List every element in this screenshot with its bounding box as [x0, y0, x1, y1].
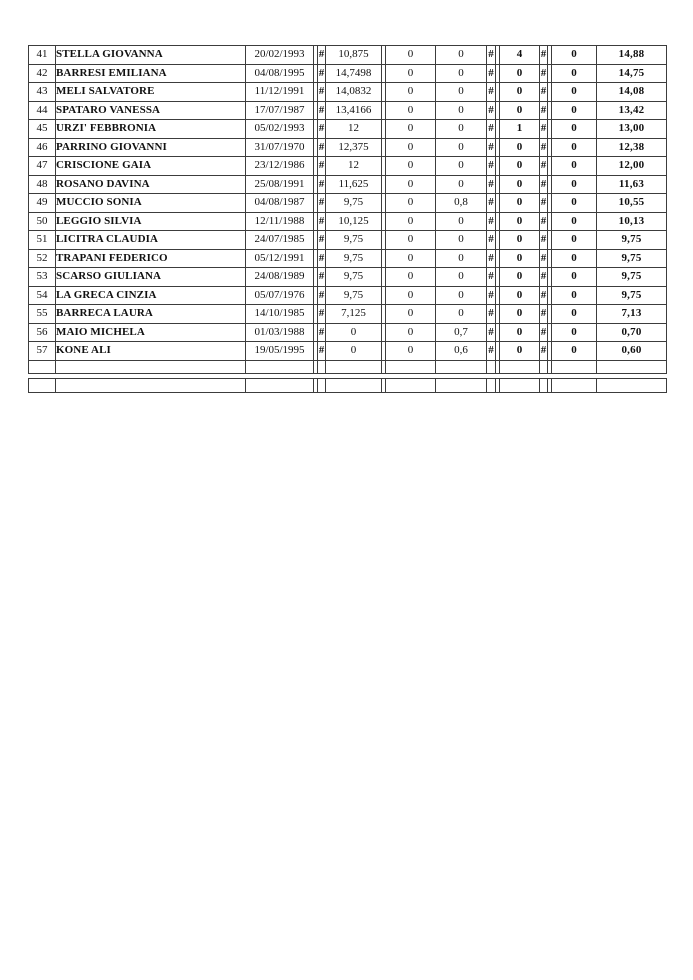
overflow-marker-cell: # — [318, 212, 326, 231]
score-a-cell: 0 — [386, 231, 436, 250]
score-a-cell: 0 — [386, 286, 436, 305]
service-score-cell: 14,0832 — [326, 83, 382, 102]
score-b-cell: 0 — [436, 64, 487, 83]
extra-points-cell: 0 — [500, 231, 540, 250]
overflow-marker-cell: # — [318, 342, 326, 361]
overflow-marker-cell: # — [540, 342, 548, 361]
service-score-cell: 10,875 — [326, 46, 382, 65]
extra-points-cell: 0 — [500, 83, 540, 102]
empty-cell — [597, 378, 667, 392]
score-a-cell: 0 — [386, 194, 436, 213]
score-a-cell: 0 — [386, 138, 436, 157]
table-row — [29, 194, 667, 213]
empty-cell — [318, 378, 326, 392]
score-b-cell: 0,8 — [436, 194, 487, 213]
total-score-cell: 7,13 — [597, 305, 667, 324]
overflow-marker-cell: # — [318, 120, 326, 139]
overflow-marker-cell: # — [487, 249, 496, 268]
empty-cell — [436, 378, 487, 392]
rank-cell: 45 — [29, 120, 56, 139]
overflow-marker-cell: # — [318, 64, 326, 83]
table-row — [29, 83, 667, 102]
extra-points-cell: 0 — [500, 157, 540, 176]
score-b-cell: 0 — [436, 212, 487, 231]
empty-table-row — [29, 360, 667, 373]
empty-cell — [29, 360, 56, 373]
empty-cell — [326, 360, 382, 373]
table-body — [29, 46, 667, 374]
table-row — [29, 138, 667, 157]
extra-points-cell: 0 — [500, 268, 540, 287]
empty-cell — [552, 360, 597, 373]
score-c-cell: 0 — [552, 83, 597, 102]
birth-date-cell: 01/03/1988 — [246, 323, 314, 342]
overflow-marker-cell: # — [540, 231, 548, 250]
birth-date-cell: 05/02/1993 — [246, 120, 314, 139]
overflow-marker-cell: # — [540, 83, 548, 102]
empty-cell — [540, 360, 548, 373]
score-b-cell: 0 — [436, 138, 487, 157]
service-score-cell: 0 — [326, 342, 382, 361]
candidate-name-cell: KONE ALI — [56, 342, 246, 361]
empty-footer-row — [29, 378, 667, 392]
birth-date-cell: 20/02/1993 — [246, 46, 314, 65]
candidate-name-cell: BARRESI EMILIANA — [56, 64, 246, 83]
extra-points-cell: 0 — [500, 194, 540, 213]
birth-date-cell: 04/08/1995 — [246, 64, 314, 83]
table-row — [29, 342, 667, 361]
birth-date-cell: 14/10/1985 — [246, 305, 314, 324]
empty-cell — [318, 360, 326, 373]
score-a-cell: 0 — [386, 249, 436, 268]
table-row — [29, 46, 667, 65]
rank-cell: 55 — [29, 305, 56, 324]
overflow-marker-cell: # — [540, 64, 548, 83]
score-b-cell: 0 — [436, 46, 487, 65]
score-c-cell: 0 — [552, 305, 597, 324]
service-score-cell: 9,75 — [326, 249, 382, 268]
score-c-cell: 0 — [552, 64, 597, 83]
total-score-cell: 0,70 — [597, 323, 667, 342]
score-b-cell: 0 — [436, 231, 487, 250]
footer-row-container — [28, 378, 668, 393]
table-row — [29, 249, 667, 268]
overflow-marker-cell: # — [540, 120, 548, 139]
total-score-cell: 14,75 — [597, 64, 667, 83]
overflow-marker-cell: # — [487, 212, 496, 231]
total-score-cell: 0,60 — [597, 342, 667, 361]
overflow-marker-cell: # — [318, 305, 326, 324]
service-score-cell: 9,75 — [326, 268, 382, 287]
extra-points-cell: 0 — [500, 138, 540, 157]
rank-cell: 42 — [29, 64, 56, 83]
total-score-cell: 14,08 — [597, 83, 667, 102]
table-row — [29, 305, 667, 324]
birth-date-cell: 12/11/1988 — [246, 212, 314, 231]
table-row — [29, 268, 667, 287]
empty-cell — [246, 378, 314, 392]
empty-cell — [500, 360, 540, 373]
score-c-cell: 0 — [552, 101, 597, 120]
rank-cell: 41 — [29, 46, 56, 65]
total-score-cell: 12,00 — [597, 157, 667, 176]
score-a-cell: 0 — [386, 175, 436, 194]
total-score-cell: 10,13 — [597, 212, 667, 231]
rank-cell: 47 — [29, 157, 56, 176]
overflow-marker-cell: # — [318, 101, 326, 120]
extra-points-cell: 0 — [500, 342, 540, 361]
overflow-marker-cell: # — [540, 268, 548, 287]
total-score-cell: 13,00 — [597, 120, 667, 139]
birth-date-cell: 05/12/1991 — [246, 249, 314, 268]
rank-cell: 51 — [29, 231, 56, 250]
overflow-marker-cell: # — [318, 286, 326, 305]
birth-date-cell: 24/07/1985 — [246, 231, 314, 250]
candidate-name-cell: STELLA GIOVANNA — [56, 46, 246, 65]
overflow-marker-cell: # — [540, 175, 548, 194]
score-a-cell: 0 — [386, 268, 436, 287]
extra-points-cell: 0 — [500, 323, 540, 342]
score-a-cell: 0 — [386, 157, 436, 176]
extra-points-cell: 4 — [500, 46, 540, 65]
score-c-cell: 0 — [552, 249, 597, 268]
candidate-name-cell: SCARSO GIULIANA — [56, 268, 246, 287]
rank-cell: 56 — [29, 323, 56, 342]
score-c-cell: 0 — [552, 323, 597, 342]
service-score-cell: 9,75 — [326, 286, 382, 305]
score-a-cell: 0 — [386, 101, 436, 120]
total-score-cell: 9,75 — [597, 286, 667, 305]
candidate-name-cell: SPATARO VANESSA — [56, 101, 246, 120]
service-score-cell: 12 — [326, 120, 382, 139]
service-score-cell: 9,75 — [326, 194, 382, 213]
score-a-cell: 0 — [386, 342, 436, 361]
overflow-marker-cell: # — [318, 268, 326, 287]
extra-points-cell: 1 — [500, 120, 540, 139]
service-score-cell: 12 — [326, 157, 382, 176]
empty-cell — [487, 360, 496, 373]
rank-cell: 49 — [29, 194, 56, 213]
score-a-cell: 0 — [386, 305, 436, 324]
overflow-marker-cell: # — [318, 249, 326, 268]
score-c-cell: 0 — [552, 342, 597, 361]
candidate-name-cell: LEGGIO SILVIA — [56, 212, 246, 231]
overflow-marker-cell: # — [487, 120, 496, 139]
service-score-cell: 14,7498 — [326, 64, 382, 83]
score-a-cell: 0 — [386, 323, 436, 342]
score-c-cell: 0 — [552, 138, 597, 157]
score-b-cell: 0 — [436, 83, 487, 102]
service-score-cell: 13,4166 — [326, 101, 382, 120]
ranking-table-container — [28, 45, 668, 393]
overflow-marker-cell: # — [487, 194, 496, 213]
overflow-marker-cell: # — [487, 342, 496, 361]
candidate-name-cell: CRISCIONE GAIA — [56, 157, 246, 176]
total-score-cell: 14,88 — [597, 46, 667, 65]
overflow-marker-cell: # — [540, 212, 548, 231]
score-c-cell: 0 — [552, 212, 597, 231]
overflow-marker-cell: # — [540, 323, 548, 342]
score-c-cell: 0 — [552, 120, 597, 139]
overflow-marker-cell: # — [487, 305, 496, 324]
birth-date-cell: 17/07/1987 — [246, 101, 314, 120]
empty-cell — [597, 360, 667, 373]
empty-cell — [29, 378, 56, 392]
service-score-cell: 7,125 — [326, 305, 382, 324]
rank-cell: 50 — [29, 212, 56, 231]
overflow-marker-cell: # — [318, 194, 326, 213]
extra-points-cell: 0 — [500, 175, 540, 194]
overflow-marker-cell: # — [318, 323, 326, 342]
overflow-marker-cell: # — [487, 101, 496, 120]
table-row — [29, 212, 667, 231]
score-c-cell: 0 — [552, 46, 597, 65]
candidate-name-cell: MELI SALVATORE — [56, 83, 246, 102]
extra-points-cell: 0 — [500, 64, 540, 83]
score-b-cell: 0 — [436, 120, 487, 139]
total-score-cell: 9,75 — [597, 249, 667, 268]
score-b-cell: 0 — [436, 305, 487, 324]
total-score-cell: 11,63 — [597, 175, 667, 194]
overflow-marker-cell: # — [540, 138, 548, 157]
candidate-name-cell: LA GRECA CINZIA — [56, 286, 246, 305]
score-c-cell: 0 — [552, 286, 597, 305]
table-row — [29, 101, 667, 120]
candidate-name-cell: ROSANO DAVINA — [56, 175, 246, 194]
score-b-cell: 0 — [436, 175, 487, 194]
empty-cell — [246, 360, 314, 373]
score-a-cell: 0 — [386, 83, 436, 102]
overflow-marker-cell: # — [540, 157, 548, 176]
score-b-cell: 0,6 — [436, 342, 487, 361]
birth-date-cell: 25/08/1991 — [246, 175, 314, 194]
empty-cell — [326, 378, 382, 392]
footer-table — [28, 378, 667, 393]
overflow-marker-cell: # — [318, 175, 326, 194]
score-b-cell: 0 — [436, 268, 487, 287]
empty-cell — [386, 360, 436, 373]
table-row — [29, 286, 667, 305]
total-score-cell: 9,75 — [597, 268, 667, 287]
overflow-marker-cell: # — [318, 138, 326, 157]
overflow-marker-cell: # — [318, 83, 326, 102]
empty-cell — [386, 378, 436, 392]
total-score-cell: 9,75 — [597, 231, 667, 250]
overflow-marker-cell: # — [318, 231, 326, 250]
rank-cell: 44 — [29, 101, 56, 120]
table-row — [29, 323, 667, 342]
extra-points-cell: 0 — [500, 249, 540, 268]
overflow-marker-cell: # — [318, 157, 326, 176]
score-a-cell: 0 — [386, 46, 436, 65]
score-a-cell: 0 — [386, 212, 436, 231]
overflow-marker-cell: # — [487, 268, 496, 287]
total-score-cell: 10,55 — [597, 194, 667, 213]
overflow-marker-cell: # — [540, 101, 548, 120]
service-score-cell: 12,375 — [326, 138, 382, 157]
total-score-cell: 12,38 — [597, 138, 667, 157]
table-row — [29, 175, 667, 194]
extra-points-cell: 0 — [500, 212, 540, 231]
score-c-cell: 0 — [552, 194, 597, 213]
overflow-marker-cell: # — [540, 194, 548, 213]
empty-cell — [500, 378, 540, 392]
score-a-cell: 0 — [386, 120, 436, 139]
overflow-marker-cell: # — [487, 323, 496, 342]
score-c-cell: 0 — [552, 157, 597, 176]
score-b-cell: 0 — [436, 157, 487, 176]
candidate-name-cell: PARRINO GIOVANNI — [56, 138, 246, 157]
table-row — [29, 64, 667, 83]
overflow-marker-cell: # — [487, 46, 496, 65]
score-b-cell: 0 — [436, 101, 487, 120]
overflow-marker-cell: # — [540, 249, 548, 268]
extra-points-cell: 0 — [500, 305, 540, 324]
birth-date-cell: 23/12/1986 — [246, 157, 314, 176]
empty-cell — [487, 378, 496, 392]
rank-cell: 48 — [29, 175, 56, 194]
overflow-marker-cell: # — [487, 286, 496, 305]
score-c-cell: 0 — [552, 231, 597, 250]
rank-cell: 43 — [29, 83, 56, 102]
table-row — [29, 120, 667, 139]
rank-cell: 46 — [29, 138, 56, 157]
empty-cell — [540, 378, 548, 392]
empty-cell — [56, 360, 246, 373]
candidate-name-cell: MUCCIO SONIA — [56, 194, 246, 213]
score-b-cell: 0 — [436, 286, 487, 305]
birth-date-cell: 04/08/1987 — [246, 194, 314, 213]
candidate-name-cell: BARRECA LAURA — [56, 305, 246, 324]
birth-date-cell: 31/07/1970 — [246, 138, 314, 157]
table-row — [29, 231, 667, 250]
birth-date-cell: 05/07/1976 — [246, 286, 314, 305]
birth-date-cell: 24/08/1989 — [246, 268, 314, 287]
overflow-marker-cell: # — [487, 64, 496, 83]
overflow-marker-cell: # — [487, 138, 496, 157]
overflow-marker-cell: # — [540, 46, 548, 65]
birth-date-cell: 11/12/1991 — [246, 83, 314, 102]
rank-cell: 54 — [29, 286, 56, 305]
service-score-cell: 0 — [326, 323, 382, 342]
service-score-cell: 11,625 — [326, 175, 382, 194]
overflow-marker-cell: # — [487, 83, 496, 102]
rank-cell: 57 — [29, 342, 56, 361]
candidate-name-cell: LICITRA CLAUDIA — [56, 231, 246, 250]
rank-cell: 52 — [29, 249, 56, 268]
overflow-marker-cell: # — [540, 286, 548, 305]
birth-date-cell: 19/05/1995 — [246, 342, 314, 361]
empty-cell — [436, 360, 487, 373]
candidate-name-cell: MAIO MICHELA — [56, 323, 246, 342]
service-score-cell: 10,125 — [326, 212, 382, 231]
empty-cell — [552, 378, 597, 392]
rank-cell: 53 — [29, 268, 56, 287]
overflow-marker-cell: # — [540, 305, 548, 324]
score-c-cell: 0 — [552, 268, 597, 287]
overflow-marker-cell: # — [487, 231, 496, 250]
score-b-cell: 0 — [436, 249, 487, 268]
table-row — [29, 157, 667, 176]
extra-points-cell: 0 — [500, 101, 540, 120]
score-c-cell: 0 — [552, 175, 597, 194]
service-score-cell: 9,75 — [326, 231, 382, 250]
candidate-name-cell: URZI' FEBBRONIA — [56, 120, 246, 139]
score-a-cell: 0 — [386, 64, 436, 83]
overflow-marker-cell: # — [318, 46, 326, 65]
overflow-marker-cell: # — [487, 157, 496, 176]
total-score-cell: 13,42 — [597, 101, 667, 120]
ranking-table — [28, 45, 667, 374]
empty-cell — [56, 378, 246, 392]
score-b-cell: 0,7 — [436, 323, 487, 342]
overflow-marker-cell: # — [487, 175, 496, 194]
extra-points-cell: 0 — [500, 286, 540, 305]
candidate-name-cell: TRAPANI FEDERICO — [56, 249, 246, 268]
